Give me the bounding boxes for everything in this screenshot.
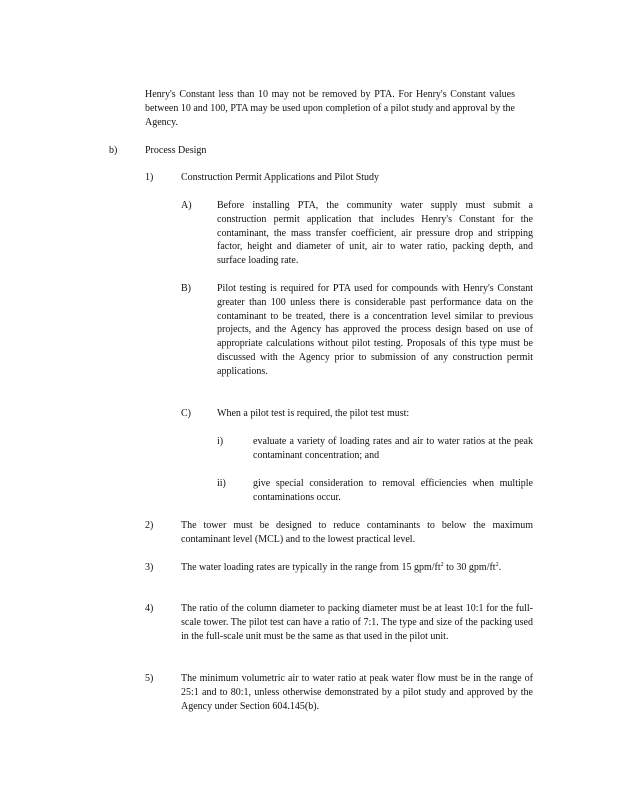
item-5-text: The minimum volumetric air to water ratio at peak water flow must be in the range of 25:1 and to 80:1, unless otherwise demonstrated by a pilot study and approved by the Agency under Section 604.145(b). [181, 673, 533, 712]
item-3-text-b: to 30 gpm/ft [443, 562, 496, 573]
intro-paragraph: Henry's Constant less than 10 may not be removed by PTA. For Henry's Constant values between 10 and 100, PTA may be used upon completion of a pilot study and approval by the Agency. [145, 89, 515, 128]
item-3-superscript-b: 2 [495, 562, 499, 568]
section-b-label: b) [109, 145, 118, 156]
item-3-text [181, 561, 533, 575]
item-3-text-a: The water loading rates are typically in the range from 15 gpm/ft [181, 562, 441, 573]
item-1c-i-text: evaluate a variety of loading rates and air to water ratios at the peak contaminant concentration; and [253, 436, 533, 461]
item-4-text: The ratio of the column diameter to packing diameter must be at least 10:1 for the full-scale tower. The pilot test can have a ratio of 7:1. The type and size of the packing used in the full-scale unit must be the same as that used in the pilot unit. [181, 603, 533, 642]
item-1c-i-label: i) [217, 436, 224, 447]
item-1c-ii-label: ii) [217, 478, 226, 489]
item-1c-label: C) [181, 408, 191, 419]
section-b-title: Process Design [145, 145, 207, 156]
item-1b-text: Pilot testing is required for PTA used for compounds with Henry's Constant greater than 100 unless there is considerable past performance data on the contaminant to be treated, there is a concentration level similar to previous projects, and the Agency has approved the process design based on use of appropriate calculations without pilot testing. Proposals of this type must be discussed with the Agency prior to submission of any construction permit applications. [217, 283, 533, 377]
item-5-number: 5) [145, 673, 154, 684]
item-1-title: Construction Permit Applications and Pilot Study [181, 172, 380, 183]
item-1-number: 1) [145, 172, 154, 183]
item-1c-ii-text: give special consideration to removal efficiencies when multiple contaminations occur. [253, 478, 533, 503]
item-3-number: 3) [145, 562, 154, 573]
item-1c-text: When a pilot test is required, the pilot test must: [217, 408, 410, 419]
item-1a-label: A) [181, 200, 192, 211]
item-1b-label: B) [181, 283, 191, 294]
item-1a-text: Before installing PTA, the community water supply must submit a construction permit application that includes Henry's Constant for the contaminant, the mass transfer coefficient, air pressure drop and stripping factor, height and diameter of unit, air to water ratio, packing depth, and surface loading rate. [217, 200, 533, 267]
item-2-number: 2) [145, 520, 154, 531]
item-3-text-c: . [498, 562, 502, 573]
item-3-superscript-a: 2 [440, 562, 444, 568]
item-2-text: The tower must be designed to reduce contaminants to below the maximum contaminant level (MCL) and to the lowest practical level. [181, 520, 533, 545]
item-4-number: 4) [145, 603, 154, 614]
